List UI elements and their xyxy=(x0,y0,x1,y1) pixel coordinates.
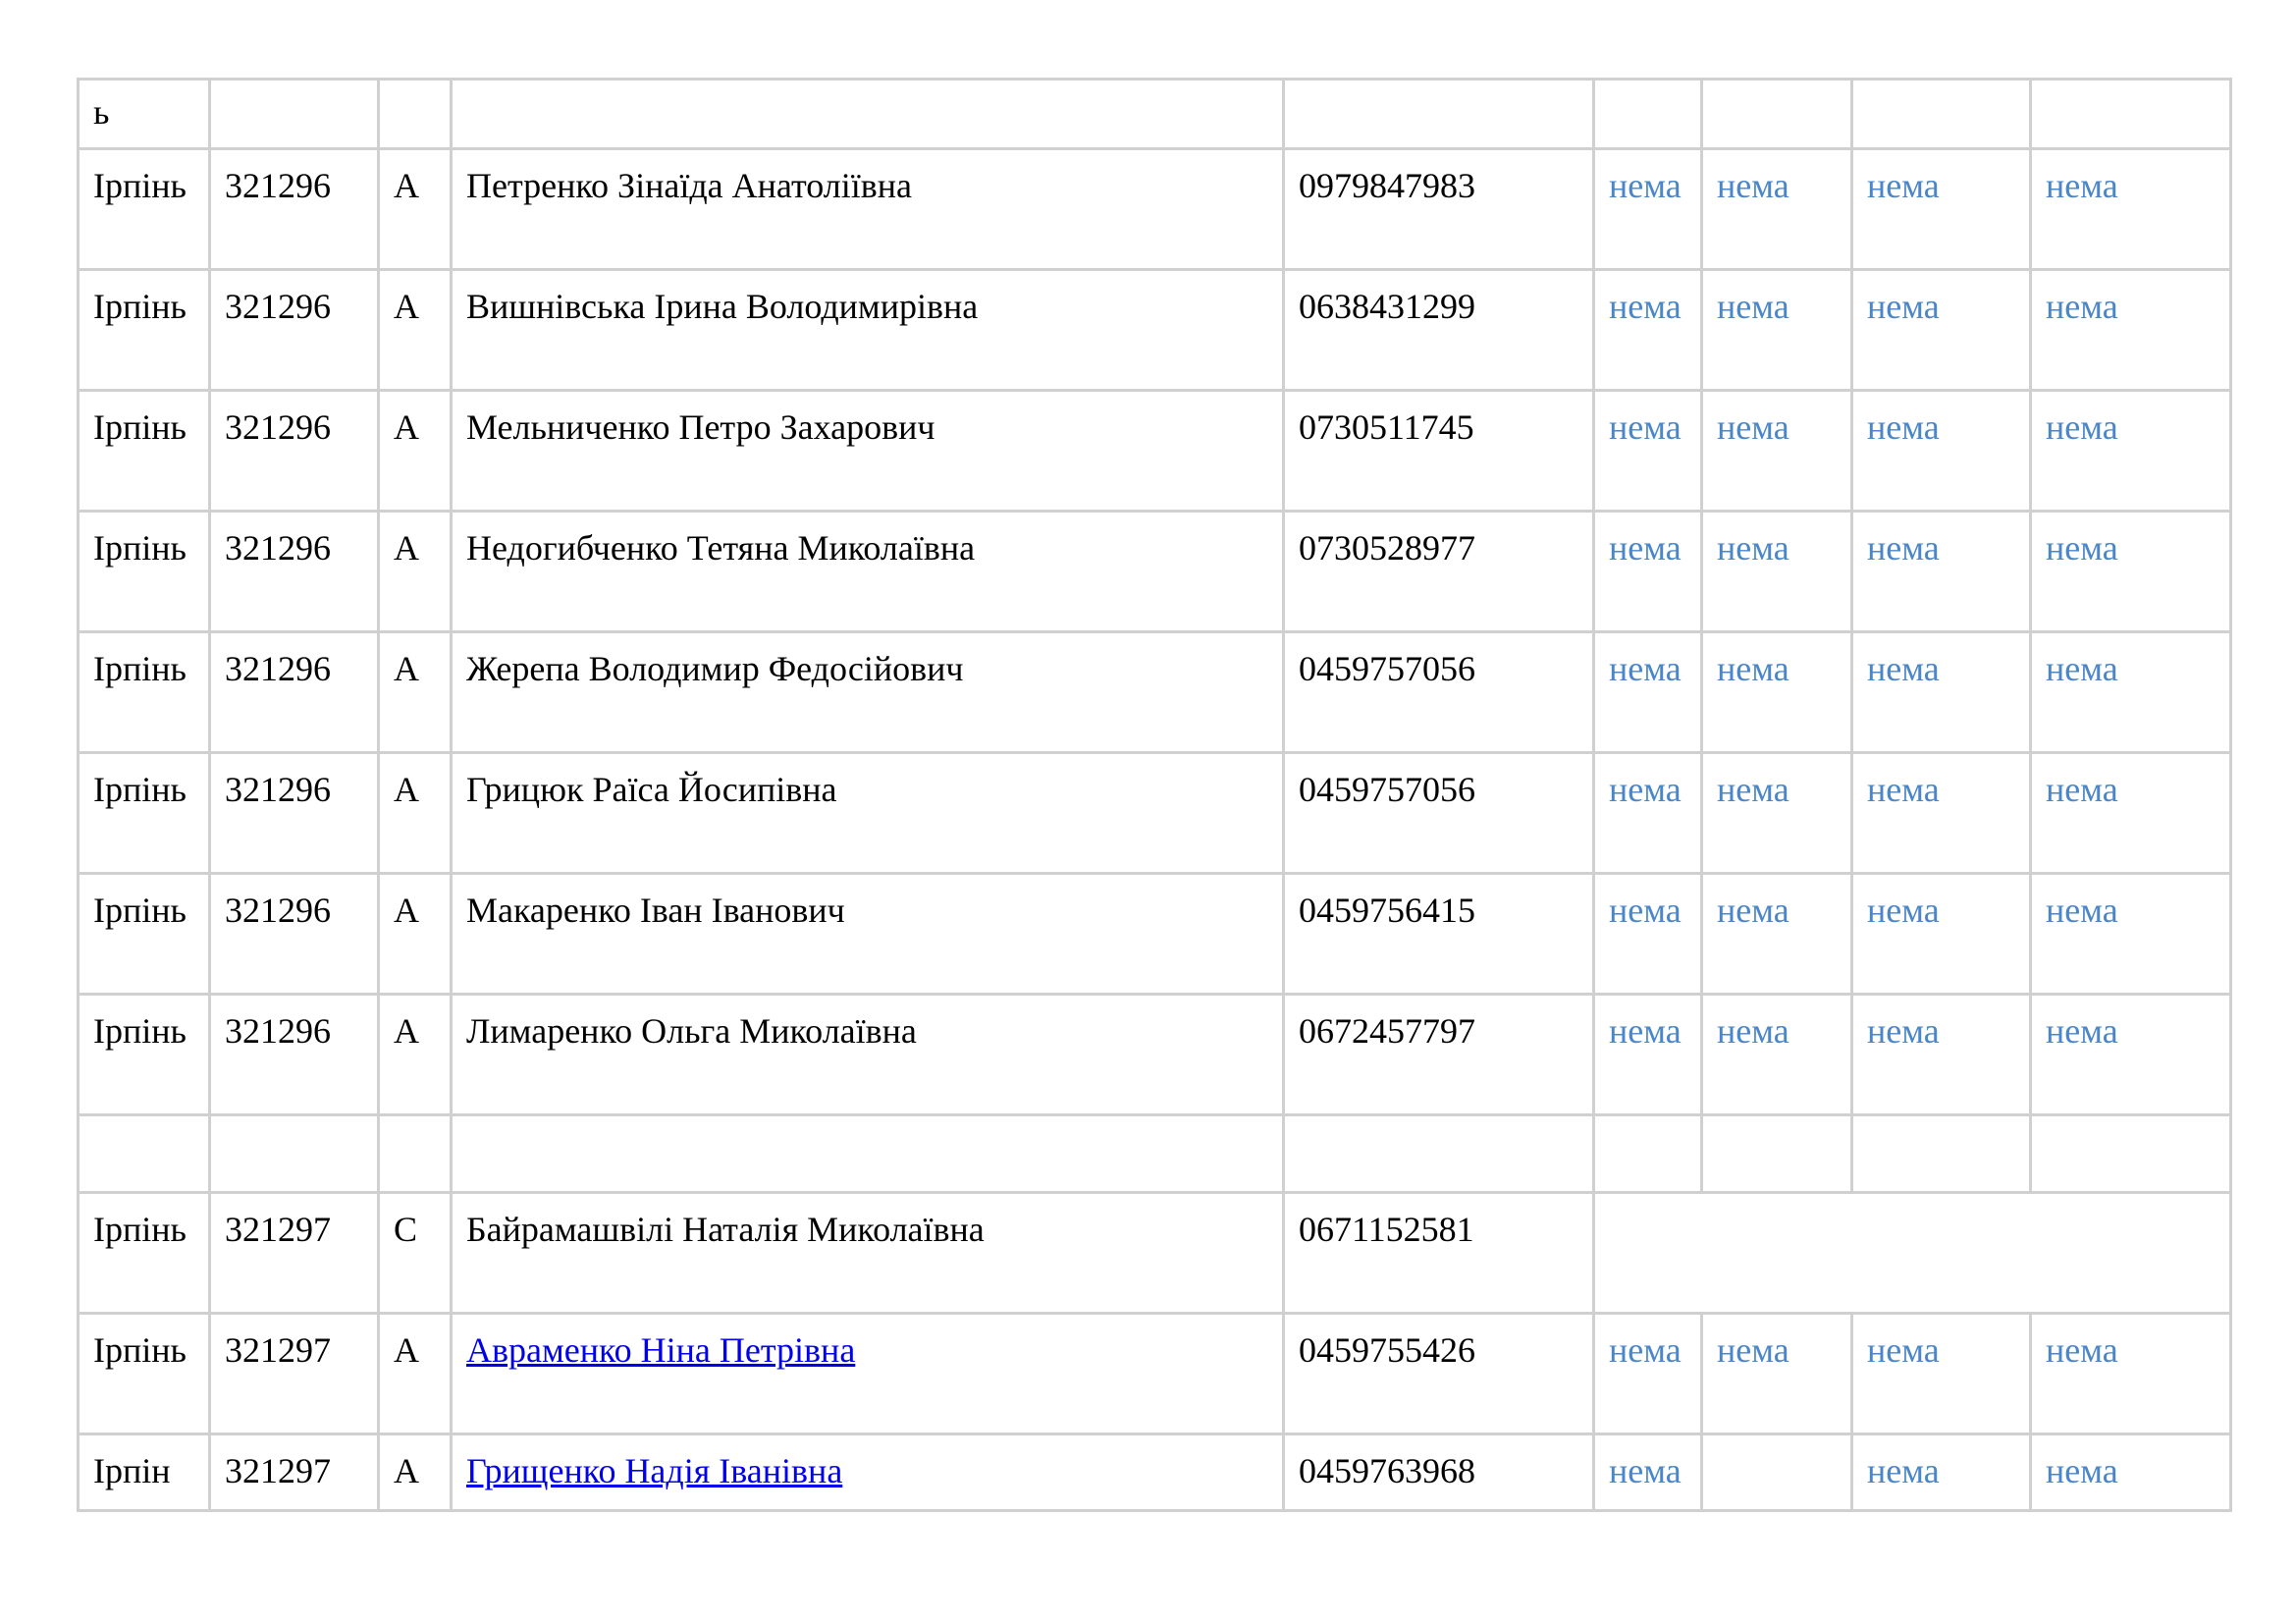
name-cell: Жерепа Володимир Федосійович xyxy=(452,632,1284,753)
table-row-empty xyxy=(79,1115,2231,1193)
city-cell: Ірпінь xyxy=(79,874,210,995)
name-cell: Вишнівська Ірина Володимирівна xyxy=(452,270,1284,391)
phone-cell: 0459756415 xyxy=(1284,874,1594,995)
city-cell: Ірпінь xyxy=(79,1314,210,1434)
category-cell: А xyxy=(379,1314,452,1434)
name-cell: Грицюк Раїса Йосипівна xyxy=(452,753,1284,874)
status-cell: нема xyxy=(1594,995,1702,1115)
status-cell xyxy=(1594,80,1702,149)
status-cell: нема xyxy=(1594,632,1702,753)
code-cell: 321297 xyxy=(210,1434,379,1511)
status-cell: нема xyxy=(2031,632,2231,753)
category-cell xyxy=(379,80,452,149)
category-cell: А xyxy=(379,632,452,753)
code-cell: 321296 xyxy=(210,874,379,995)
status-cell: нема xyxy=(1702,512,1852,632)
phone-cell xyxy=(1284,1115,1594,1193)
status-cell: нема xyxy=(2031,1314,2231,1434)
status-cell xyxy=(1702,1434,1852,1511)
table-row xyxy=(79,753,2231,874)
name-cell: Мельниченко Петро Захарович xyxy=(452,391,1284,512)
status-cell: нема xyxy=(2031,753,2231,874)
city-cell: Ірпінь xyxy=(79,391,210,512)
city-cell: Ірпінь xyxy=(79,753,210,874)
table-row xyxy=(79,1193,2231,1314)
code-cell: 321296 xyxy=(210,270,379,391)
name-cell: Петренко Зінаїда Анатоліївна xyxy=(452,149,1284,270)
phone-cell: 0730528977 xyxy=(1284,512,1594,632)
status-cell: нема xyxy=(1852,391,2031,512)
status-cell: нема xyxy=(1594,1314,1702,1434)
status-cell: нема xyxy=(1852,874,2031,995)
status-cell: нема xyxy=(1594,874,1702,995)
status-cell: нема xyxy=(1852,995,2031,1115)
phone-cell: 0638431299 xyxy=(1284,270,1594,391)
name-cell xyxy=(452,1115,1284,1193)
city-cell: Ірпінь xyxy=(79,995,210,1115)
city-cell: Ірпінь xyxy=(79,1193,210,1314)
table-row xyxy=(79,512,2231,632)
phone-cell: 0979847983 xyxy=(1284,149,1594,270)
table-row xyxy=(79,270,2231,391)
status-cell: нема xyxy=(1852,1314,2031,1434)
phone-cell: 0459757056 xyxy=(1284,632,1594,753)
status-cell: нема xyxy=(2031,270,2231,391)
status-cell xyxy=(1702,1115,1852,1193)
category-cell xyxy=(379,1115,452,1193)
status-cell: нема xyxy=(1594,1434,1702,1511)
phone-cell: 0459763968 xyxy=(1284,1434,1594,1511)
phone-cell xyxy=(1284,80,1594,149)
code-cell: 321296 xyxy=(210,753,379,874)
city-cell: Ірпін xyxy=(79,1434,210,1511)
table-row xyxy=(79,874,2231,995)
status-cell xyxy=(1852,80,2031,149)
code-cell: 321297 xyxy=(210,1193,379,1314)
category-cell: А xyxy=(379,1434,452,1511)
category-cell: А xyxy=(379,512,452,632)
phone-cell: 0459757056 xyxy=(1284,753,1594,874)
code-cell xyxy=(210,1115,379,1193)
name-cell: Лимаренко Ольга Миколаївна xyxy=(452,995,1284,1115)
status-cell: нема xyxy=(1702,1314,1852,1434)
status-cell: нема xyxy=(1852,149,2031,270)
status-cell: нема xyxy=(2031,874,2231,995)
voter-contact-table xyxy=(77,78,2232,1512)
status-cell: нема xyxy=(1594,512,1702,632)
city-cell: ь xyxy=(79,80,210,149)
status-cell: нема xyxy=(1702,632,1852,753)
person-name-link[interactable]: Авраменко Ніна Петрівна xyxy=(466,1330,856,1370)
status-cell: нема xyxy=(1852,1434,2031,1511)
merged-status-cell xyxy=(1594,1193,2231,1314)
name-cell xyxy=(452,1434,1284,1511)
phone-cell: 0672457797 xyxy=(1284,995,1594,1115)
city-cell: Ірпінь xyxy=(79,632,210,753)
phone-cell: 0459755426 xyxy=(1284,1314,1594,1434)
status-cell: нема xyxy=(2031,149,2231,270)
table-row-partial xyxy=(79,80,2231,149)
status-cell: нема xyxy=(1594,149,1702,270)
table-row xyxy=(79,995,2231,1115)
table-row xyxy=(79,1434,2231,1511)
table-row xyxy=(79,1314,2231,1434)
table-row xyxy=(79,632,2231,753)
name-cell xyxy=(452,80,1284,149)
phone-cell: 0730511745 xyxy=(1284,391,1594,512)
code-cell: 321296 xyxy=(210,995,379,1115)
person-name-link[interactable]: Грищенко Надія Іванівна xyxy=(466,1451,843,1490)
table-row xyxy=(79,149,2231,270)
category-cell: А xyxy=(379,995,452,1115)
status-cell xyxy=(1702,80,1852,149)
city-cell: Ірпінь xyxy=(79,149,210,270)
status-cell: нема xyxy=(1852,753,2031,874)
name-cell: Макаренко Іван Іванович xyxy=(452,874,1284,995)
status-cell xyxy=(2031,80,2231,149)
city-cell xyxy=(79,1115,210,1193)
status-cell: нема xyxy=(2031,512,2231,632)
city-cell: Ірпінь xyxy=(79,512,210,632)
code-cell: 321296 xyxy=(210,391,379,512)
status-cell xyxy=(2031,1115,2231,1193)
category-cell: А xyxy=(379,874,452,995)
phone-cell: 0671152581 xyxy=(1284,1193,1594,1314)
status-cell: нема xyxy=(1594,391,1702,512)
name-cell: Недогибченко Тетяна Миколаївна xyxy=(452,512,1284,632)
status-cell: нема xyxy=(1852,632,2031,753)
status-cell: нема xyxy=(2031,391,2231,512)
name-cell: Байрамашвілі Наталія Миколаївна xyxy=(452,1193,1284,1314)
category-cell: А xyxy=(379,270,452,391)
status-cell: нема xyxy=(1852,270,2031,391)
code-cell: 321296 xyxy=(210,632,379,753)
status-cell: нема xyxy=(1702,874,1852,995)
city-cell: Ірпінь xyxy=(79,270,210,391)
category-cell: А xyxy=(379,391,452,512)
status-cell: нема xyxy=(1702,391,1852,512)
status-cell: нема xyxy=(2031,995,2231,1115)
status-cell: нема xyxy=(1702,149,1852,270)
code-cell: 321296 xyxy=(210,512,379,632)
status-cell xyxy=(1852,1115,2031,1193)
category-cell: А xyxy=(379,149,452,270)
status-cell: нема xyxy=(1594,270,1702,391)
status-cell xyxy=(1594,1115,1702,1193)
status-cell: нема xyxy=(1702,995,1852,1115)
status-cell: нема xyxy=(2031,1434,2231,1511)
table-row xyxy=(79,391,2231,512)
code-cell: 321297 xyxy=(210,1314,379,1434)
code-cell xyxy=(210,80,379,149)
category-cell: С xyxy=(379,1193,452,1314)
status-cell: нема xyxy=(1852,512,2031,632)
status-cell: нема xyxy=(1594,753,1702,874)
name-cell xyxy=(452,1314,1284,1434)
category-cell: А xyxy=(379,753,452,874)
status-cell: нема xyxy=(1702,270,1852,391)
code-cell: 321296 xyxy=(210,149,379,270)
status-cell: нема xyxy=(1702,753,1852,874)
